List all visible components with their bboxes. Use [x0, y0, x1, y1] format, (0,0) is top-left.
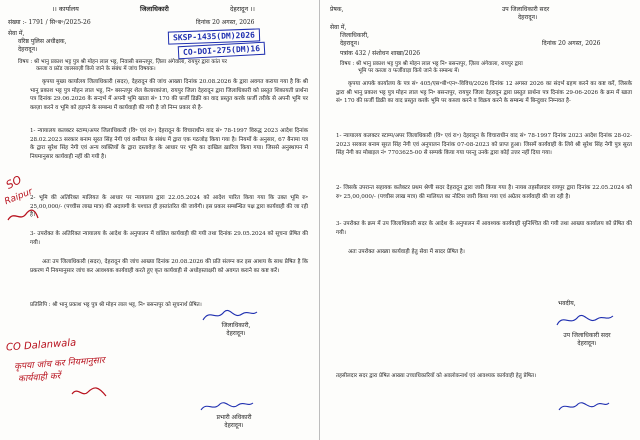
left-body-paragraph-3: 2- भूमि की अतिरिक्त मालियत के आधार पर न्यायालय द्वारा 22.05.2024 को आदेश पारित किया गया कि उक्त भूमि रु॰ 25,00,000/- (पच्चीस लाख मात्र) की अदायगी के पश्चात ही हस्तांतरित की जायेगी। इस प्रकार सम्बन्धित पक्ष द्वारा कार्यवाही की जा रही है। [30, 195, 308, 219]
right-to-label: सेवा में, [330, 24, 347, 31]
left-signature-city-2: देहरादून। [224, 422, 244, 429]
left-body-paragraph-4: 3- उपरोक्त के अतिरिक्त न्यायालय के आदेश के अनुपालन में वांछित कार्यवाही की गयी तथा दिनांक 29.05.2024 को सूचना प्रेषित की गयी। [30, 231, 308, 246]
left-date: दिनांक 20 अगस्त, 2026 [196, 19, 255, 26]
page-divider [319, 0, 320, 440]
signature-icon-3 [554, 310, 616, 330]
right-body-paragraph-3: 2- जिसके उपरान्त सहायक कलेक्टर प्रथम श्रेणी सदर देहरादून द्वारा जारी किया गया है। नायब तहसीलदार रायपुर द्वारा दिनांक 22.05.2024 को रु॰ 25,00,000/- (पच्चीस लाख मात्र) की मालियत का नोटिस जारी किया गया एवं अग्रेतर कार्यवाही की जा रही है। [336, 185, 632, 200]
left-ref-number: संख्या :- 1791 / सि॰ब॰/2025-26 [8, 19, 91, 26]
left-header-city: देहरादून ।। [230, 5, 255, 13]
handwritten-scribble-icon [6, 208, 40, 224]
handwritten-initials-icon [70, 384, 110, 400]
handwritten-note-action: कार्यवाही करें [17, 371, 61, 385]
right-subject: विषय : श्री भानु प्रकाश भट्ट पुत्र श्री मोहन लाल भट्ट नि॰ बसन्तपुर, ज़िला अंगेवाला, रायपुर द्वारा [340, 61, 523, 67]
receipt-stamp-2: CO-DOI-275(DM)16 [178, 42, 266, 60]
left-header-office: ।। कार्यालय [52, 5, 79, 13]
right-body-paragraph-5: अतः उपरोक्त आख्या कार्यवाही हेतु सेवा में सादर प्रेषित है। [348, 249, 465, 255]
right-letter [322, 0, 640, 440]
receipt-stamp-1: SKSP-1435(DM)2026 [168, 28, 260, 44]
left-subject-2: कब्जा व फ्रॉड जालसाज़ी किये जाने के संबंध में जांच विषयक। [36, 66, 156, 72]
left-to-city: देहरादून। [18, 46, 38, 53]
right-body-paragraph-1: कृपया आपके कार्यालय के पत्र सं॰ 405/एस॰बी॰एन॰-विविध/2026 दिनांक 12 अगस्त 2026 का संदर्भ ग्रहण करने का कष्ट करें, जिसके द्वारा श्री भानु प्रकाश भट्ट पुत्र मोहन लाल भट्ट नि॰ बसन्तपुर, रायपुर जिला देहरादून द्वारा प्रस्तुत प्रार्थना पत्र दिनांक 29-06-2026 के क्रम में खाता सं॰ 170 की फ़र्जी डिक्री का वाद प्रस्तुत करके भूमि पर कब्जा करने व विक्रय करने के सम्बन्ध में बिन्दुवार निम्नवत है- [336, 81, 632, 105]
right-header-city: देहरादून। [518, 14, 538, 21]
signature-icon-4 [556, 398, 612, 414]
right-date: दिनांक 20 अगस्त, 2026 [542, 40, 601, 47]
right-signature-note: भवदीय, [558, 300, 576, 307]
right-subject-2: भूमि पर कब्जा व फर्जीवाड़ा किये जाने के सम्बन्ध में। [358, 68, 460, 74]
handwritten-note-so: SO [3, 173, 24, 192]
right-footer-note: तहसीलदार सदर द्वारा प्रेषित आख्या उच्चाधिकारियों को अवलोकनार्थ एवं आवश्यक कार्यवाही हेतु प्रेषित। [336, 373, 537, 379]
handwritten-note-instruction: कृपया जांच कर नियमानुसार [13, 355, 106, 373]
left-signature-title-2: प्रभारी अधिकारी [216, 414, 252, 421]
right-signature-title: उप जिलाधिकारी सदर [563, 332, 611, 339]
signature-icon-2 [198, 398, 256, 414]
right-header-office: प्रेषक, [330, 6, 344, 13]
left-body-paragraph-1: कृपया मुख्य कार्यालय जिलाधिकारी (सदर), देहरादून की जांच आख्या दिनांक 20.08.2026 के द्वारा अवगत कराया गया है कि श्री भानु प्रकाश भट्ट पुत्र मोहन लाल भट्ट, नि॰ बसन्तपुर शेल केलारकांजा, रायपुर जिला देहरादून द्वारा जिलाधिकारी को प्रस्तुत शिकायती प्रार्थना पत्र दिनांक 29.06.2026 के सन्दर्भ में अपनी भूमि खाता सं॰ 170 की फ़र्जी डिक्री का वाद प्रस्तुत करके फ़र्जी तरीके से अपनी भूमि पर कब्ज़ा करने व भूमि को हड़पने के सम्बन्ध में कार्यवाही की गयी है जो निम्न प्रकार से है- [30, 79, 308, 111]
right-to-name: जिलाधिकारी, [340, 32, 369, 39]
left-copy-line: प्रतिलिपि : श्री भानु प्रकाश भट्ट पुत्र श्री मोहन लाल भट्ट, नि॰ बसन्तपुर को सूचनार्थ प्रेषित। [30, 302, 202, 308]
left-letter [0, 0, 318, 440]
right-body-paragraph-2: 1- न्यायालय कलक्टर स्टाम्प/अपर जिलाधिकारी (वि॰ एवं रा॰) देहरादून के विचाराधीन वाद सं॰ 78-1997 दिनांक 2023 आदेश दिनांक 28-02-2023 सरकार बनाम सूरत सिंह नेगी एवं अनुपालन दिनांक 07-08-2023 को प्राप्त हुआ। जिसमें कार्यवाही के लिये श्री सुरेश सिंह नेगी पुत्र सूरत सिंह नेगी का मोबाइल नं॰ 7703625-00 से सम्पर्क किया गया परन्तु उनके द्वारा कोई उत्तर नहीं दिया गया। [336, 133, 632, 157]
left-header-dept: जिलाधिकारी [140, 5, 169, 13]
right-body-paragraph-4: 3- उपरोक्त के क्रम में उप जिलाधिकारी सदर के आदेश के अनुपालन में आवश्यक कार्यवाही सुनिश्चित की गयी तथा आख्या कार्यालय को प्रेषित की गयी। [336, 221, 632, 236]
handwritten-note-co: CO Dalanwala [5, 337, 77, 354]
left-signature-title: जिलाधिकारी, [221, 322, 251, 329]
right-to-city: देहरादून। [340, 40, 360, 47]
left-body-paragraph-5: अतः उप जिलाधिकारी (सदर), देहरादून की जांच आख्या दिनांक 20.08.2026 की प्रति संलग्न कर इस आशय के साथ प्रेषित है कि प्रकरण में नियमानुसार जांच कर आवश्यक कार्यवाही करते हुए कृत कार्यवाही से अधोहस्ताक्षरी को अवगत कराने का कष्ट करें। [30, 259, 308, 274]
right-header-sender: उप जिलाधिकारी सदर [502, 6, 550, 13]
left-to-label: सेवा में, [8, 30, 25, 37]
handwritten-note-raipur: Raipur [3, 186, 35, 208]
left-body-paragraph-2: 1- न्यायालय कलक्टर स्टाम्प/अपर जिलाधिकारी (वि॰ एवं रा॰) देहरादून के विचाराधीन वाद सं॰ 78-1997 विरुद्ध 2023 आदेश दिनांक 28.02.2023 सरकार बनाम सूरत सिंह नेगी एवं वसीयत के संबंध में द्वारा एक गठजोड़ किया गया है। नियमों के अनुसार, 67 बैनामा पत्र के द्वारा सुरेश सिंह नेगी एवं अन्य व्यक्तियों के द्वारा दस्तावेज़ के आधार पर भूमि का दाखिल ख़ारिज किया गया। जिससे अनुस्थापन में नियमानुसार कार्यवाही नहीं की गयी है। [30, 128, 308, 160]
left-subject: विषय : श्री भानु प्रकाश भट्ट पुत्र श्री मोहन लाल भट्ट, निवासी बसन्तपुर, ज़िला अंगेवाला, रायपुर द्वारा कांत पर [18, 59, 227, 65]
right-signature-city: देहरादून। [577, 340, 597, 347]
left-signature-city: देहरादून। [226, 330, 246, 337]
right-ref-number: पत्रांक 432 / संशोधन शाखा/2026 [340, 50, 421, 57]
left-to-name: वरिष्ठ पुलिस अधीक्षक, [18, 38, 67, 45]
